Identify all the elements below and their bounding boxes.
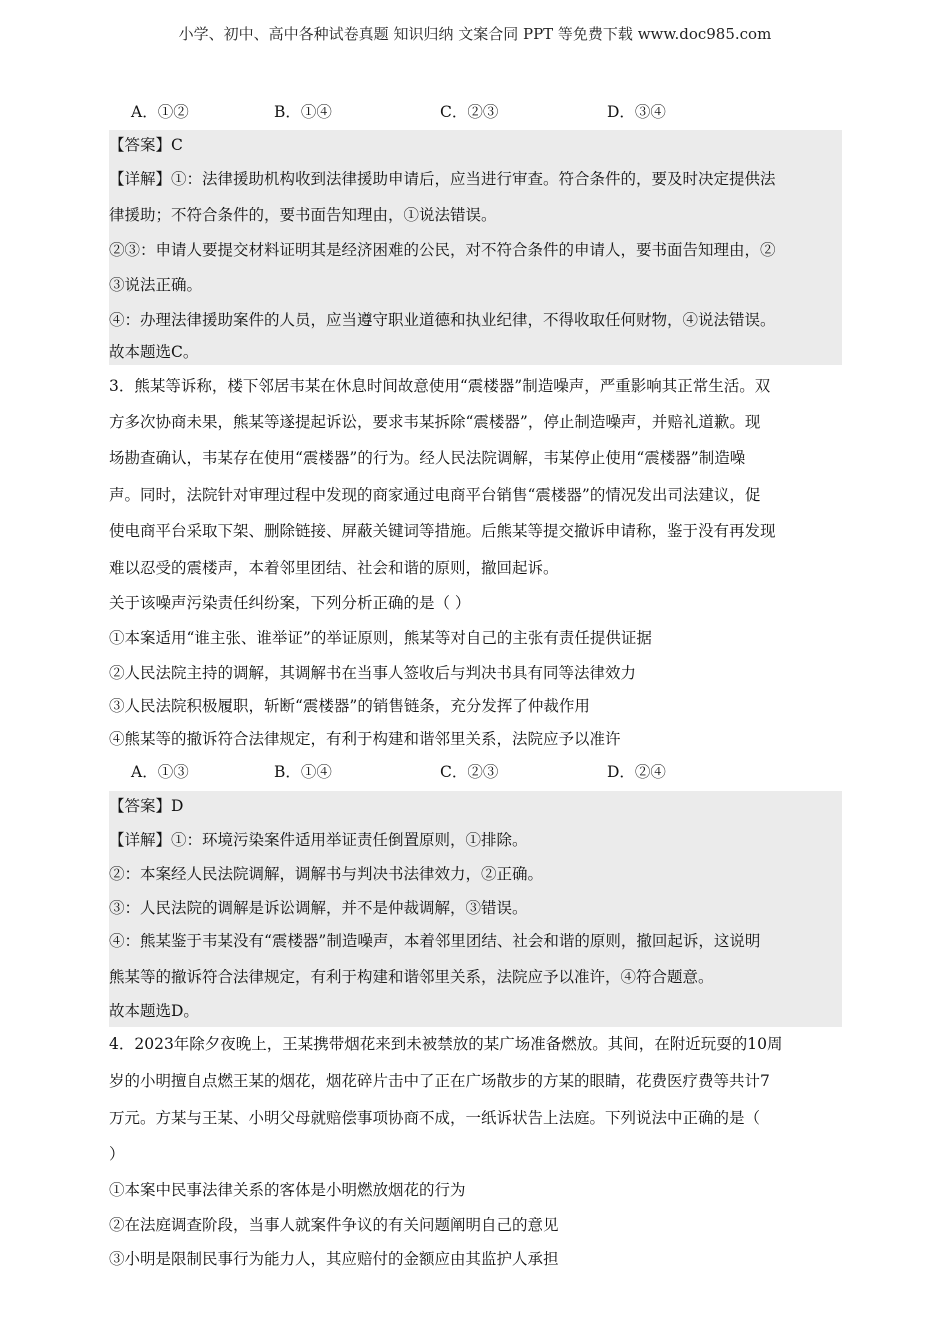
q3-option-d: D．②④ <box>607 763 666 781</box>
page-header: 小学、初中、高中各种试卷真题 知识归纳 文案合同 PPT 等免费下载 www.doc985.com <box>178 25 772 43</box>
q3-option-b: B．①④ <box>274 763 332 781</box>
q3-detail-line: 【详解】①：环境污染案件适用举证责任倒置原则，①排除。 <box>109 831 528 849</box>
q3-detail-line: 故本题选D。 <box>109 1002 199 1020</box>
q2-option-d: D．③④ <box>607 103 666 121</box>
q3-option-c: C．②③ <box>440 763 499 781</box>
q4-stem-line: ） <box>109 1145 125 1163</box>
q4-stem-line: 万元。方某与王某、小明父母就赔偿事项协商不成，一纸诉状告上法庭。下列说法中正确的是（ <box>109 1109 761 1127</box>
q2-detail-line: ③说法正确。 <box>109 276 203 294</box>
q4-statement: ①本案中民事法律关系的客体是小明燃放烟花的行为 <box>109 1181 466 1199</box>
q4-statement: ②在法庭调查阶段，当事人就案件争议的有关问题阐明自己的意见 <box>109 1216 559 1234</box>
q3-option-a: A．①③ <box>131 763 189 781</box>
q3-detail-line: ④：熊某鉴于韦某没有“震楼器”制造噪声，本着邻里团结、社会和谐的原则，撤回起诉，这说明 <box>109 932 761 950</box>
q2-detail-line: ④：办理法律援助案件的人员，应当遵守职业道德和执业纪律，不得收取任何财物，④说法错误。 <box>109 311 776 329</box>
q3-stem-line: 3．熊某等诉称，楼下邻居韦某在休息时间故意使用“震楼器”制造噪声，严重影响其正常生活。双 <box>109 377 771 395</box>
q2-detail-line: 【详解】①：法律援助机构收到法律援助申请后，应当进行审查。符合条件的，要及时决定提供法 <box>109 170 776 188</box>
q2-answer: 【答案】C <box>109 136 183 154</box>
q2-option-a: A．①② <box>131 103 189 121</box>
q2-option-b: B．①④ <box>274 103 332 121</box>
q3-stem-line: 难以忍受的震楼声，本着邻里团结、社会和谐的原则，撤回起诉。 <box>109 559 559 577</box>
q3-stem-line: 声。同时，法院针对审理过程中发现的商家通过电商平台销售“震楼器”的情况发出司法建议，促 <box>109 486 761 504</box>
q3-detail-line: 熊某等的撤诉符合法律规定，有利于构建和谐邻里关系，法院应予以准许，④符合题意。 <box>109 968 714 986</box>
q3-detail-line: ③：人民法院的调解是诉讼调解，并不是仲裁调解，③错误。 <box>109 899 528 917</box>
q3-statement: ③人民法院积极履职，斩断“震楼器”的销售链条，充分发挥了仲裁作用 <box>109 697 590 715</box>
q2-option-c: C．②③ <box>440 103 499 121</box>
q3-answer: 【答案】D <box>109 797 184 815</box>
q3-stem-line: 方多次协商未果，熊某等遂提起诉讼，要求韦某拆除“震楼器”，停止制造噪声，并赔礼道歉。现 <box>109 413 761 431</box>
q3-question: 关于该噪声污染责任纠纷案，下列分析正确的是（ ） <box>109 594 471 612</box>
q3-detail-line: ②：本案经人民法院调解，调解书与判决书法律效力，②正确。 <box>109 865 544 883</box>
q2-options <box>131 95 842 129</box>
q2-detail-line: 故本题选C。 <box>109 343 199 361</box>
q3-options <box>131 755 842 789</box>
q4-stem-line: 岁的小明擅自点燃王某的烟花，烟花碎片击中了正在广场散步的方某的眼睛，花费医疗费等共计7 <box>109 1072 770 1090</box>
q3-statement: ④熊某等的撤诉符合法律规定，有利于构建和谐邻里关系，法院应予以准许 <box>109 730 621 748</box>
q3-stem-line: 场勘查确认，韦某存在使用“震楼器”的行为。经人民法院调解，韦某停止使用“震楼器”制造噪 <box>109 449 746 467</box>
q3-statement: ①本案适用“谁主张、谁举证”的举证原则，熊某等对自己的主张有责任提供证据 <box>109 629 652 647</box>
q4-statement: ③小明是限制民事行为能力人，其应赔付的金额应由其监护人承担 <box>109 1250 559 1268</box>
q3-statement: ②人民法院主持的调解，其调解书在当事人签收后与判决书具有同等法律效力 <box>109 664 637 682</box>
q2-detail-line: ②③：申请人要提交材料证明其是经济困难的公民，对不符合条件的申请人，要书面告知理由，② <box>109 241 776 259</box>
q2-detail-line: 律援助；不符合条件的，要书面告知理由，①说法错误。 <box>109 206 497 224</box>
q4-stem-line: 4．2023年除夕夜晚上，王某携带烟花来到未被禁放的某广场准备燃放。其间，在附近玩耍的10周 <box>109 1035 783 1053</box>
q3-stem-line: 使电商平台采取下架、删除链接、屏蔽关键词等措施。后熊某等提交撤诉申请称，鉴于没有再发现 <box>109 522 776 540</box>
